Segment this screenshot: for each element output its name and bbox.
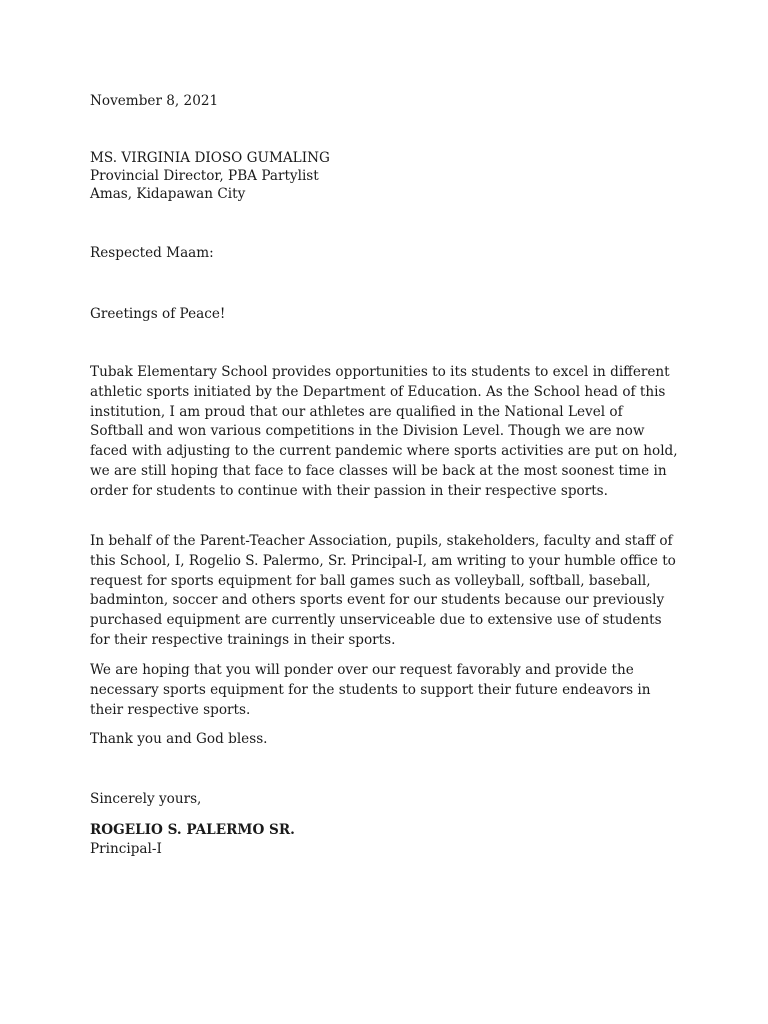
recipient-block bbox=[90, 149, 680, 203]
body-paragraph-3: We are hoping that you will ponder over our request favorably and provide the necessary sports equipment for the students to support their future endeavors in their respective sports. bbox=[90, 662, 651, 718]
body-paragraph-1: Tubak Elementary School provides opportunities to its students to excel in different athletic sports initiated by the Department of Education. As the School head of this institution, I am proud that our athletes are qualified in the National Level of Softball and won various competitions in the Division Level. Though we are now faced with adjusting to the current pandemic where sports activities are put on hold, we are still hoping that face to face classes will be back at the most soonest time in order for students to continue with their passion in their respective sports. bbox=[90, 364, 678, 499]
salutation: Respected Maam: bbox=[90, 245, 214, 261]
body-paragraph-2: In behalf of the Parent-Teacher Association, pupils, stakeholders, faculty and staff of this School, I, Rogelio S. Palermo, Sr. Principal-I, am writing to your humble office to request for sports equipment for ball games such as volleyball, softball, baseball, badminton, soccer and others sports event for our students because our previously purchased equipment are currently unserviceable due to extensive use of students for their respective trainings in their sports. bbox=[90, 533, 676, 648]
thank-you-line: Thank you and God bless. bbox=[90, 731, 268, 747]
greeting: Greetings of Peace! bbox=[90, 306, 226, 322]
recipient-position: Provincial Director, PBA Partylist bbox=[90, 168, 319, 184]
closing-line: Sincerely yours, bbox=[90, 791, 202, 807]
signatory-name: ROGELIO S. PALERMO SR. bbox=[90, 822, 295, 838]
recipient-address: Amas, Kidapawan City bbox=[90, 186, 246, 202]
recipient-name: MS. VIRGINIA DIOSO GUMALING bbox=[90, 150, 330, 166]
signatory-title: Principal-I bbox=[90, 841, 162, 857]
letter-date: November 8, 2021 bbox=[90, 93, 219, 109]
